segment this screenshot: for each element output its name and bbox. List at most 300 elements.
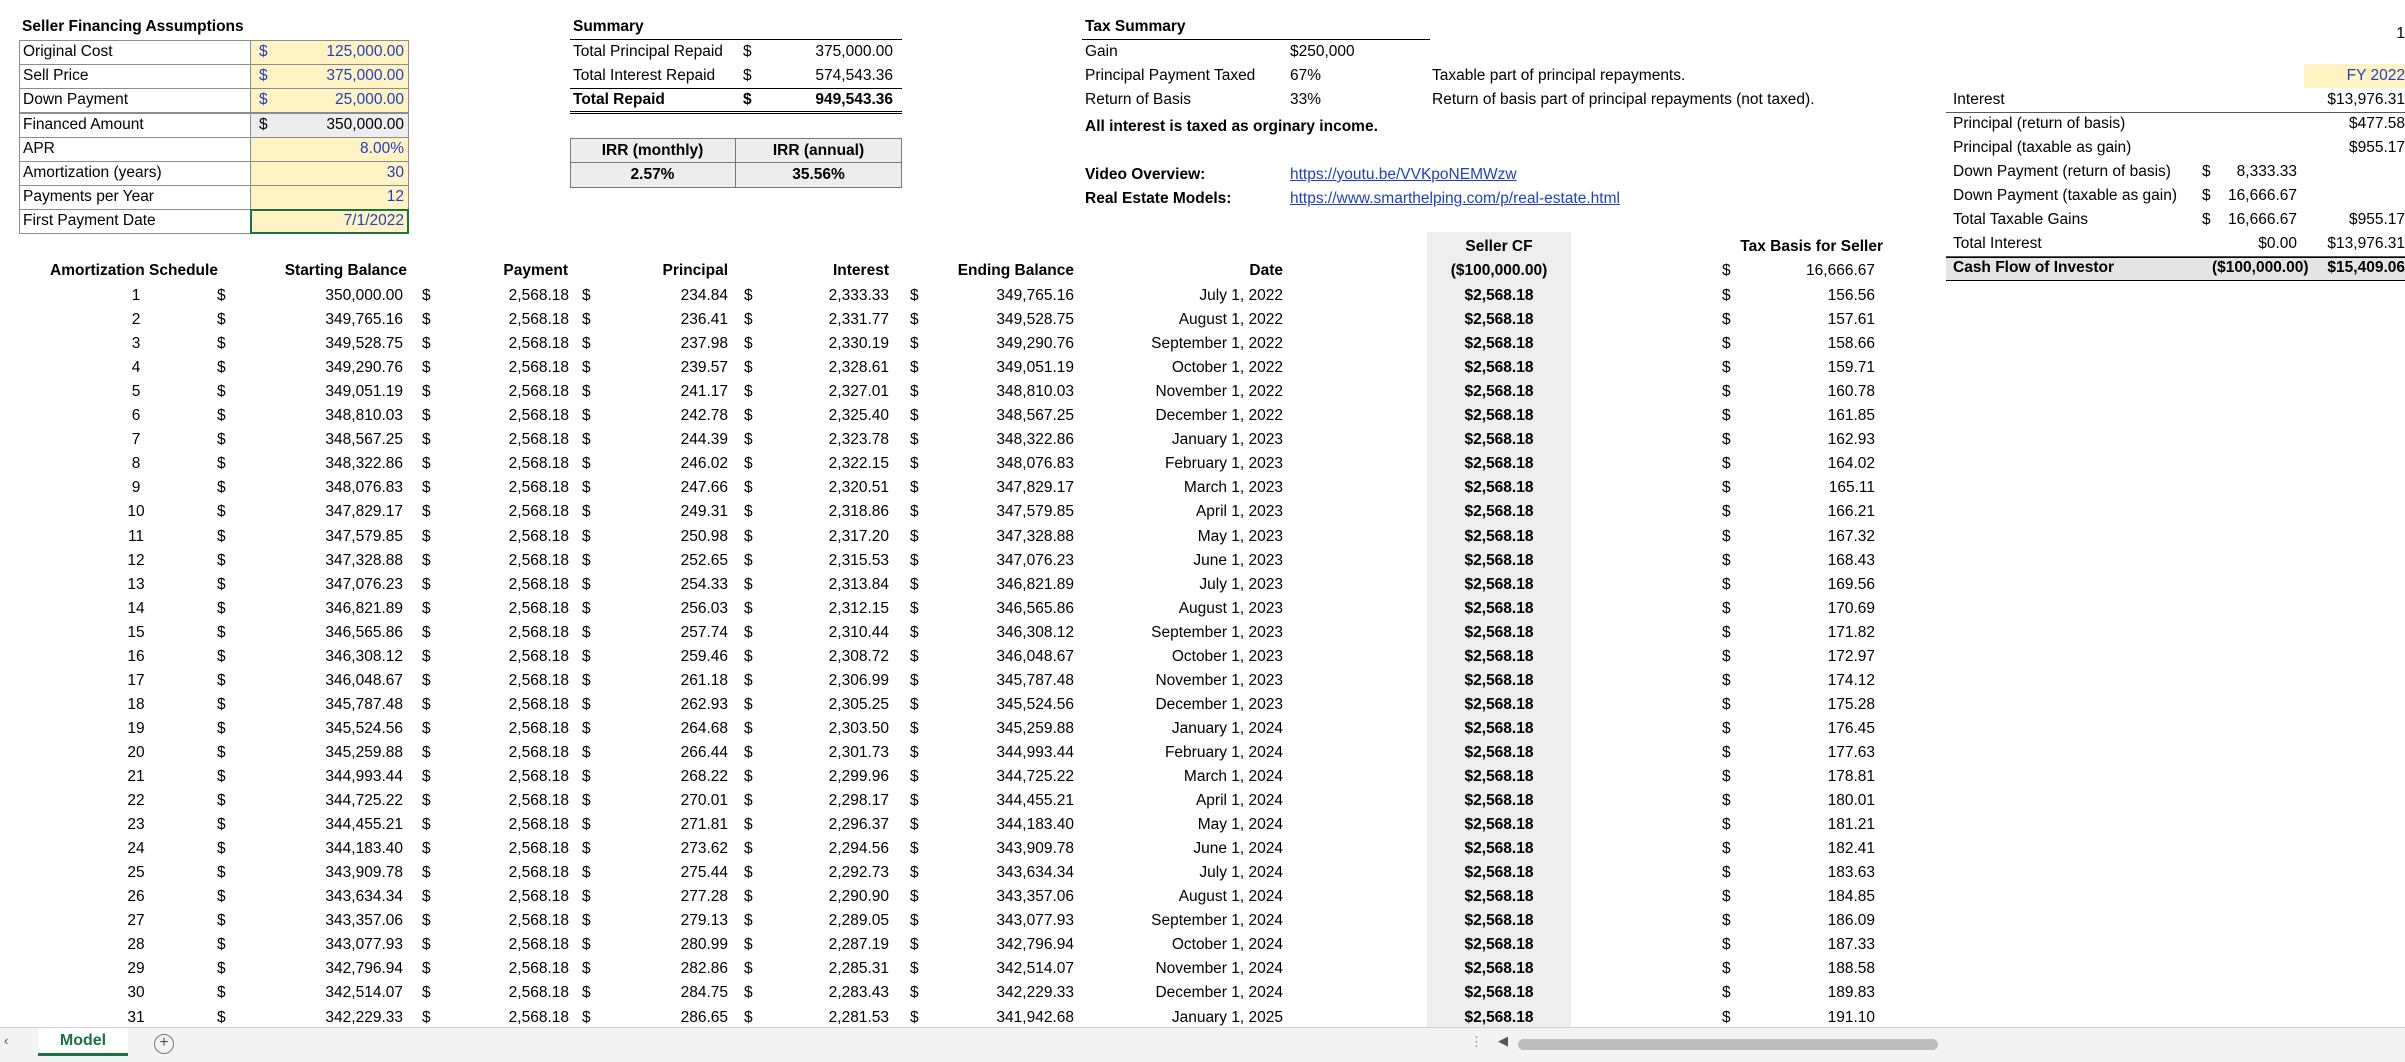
seller-value[interactable]: 30 (386, 164, 404, 181)
principal[interactable]: 252.65 (680, 552, 728, 569)
investor-fy-value[interactable]: $477.58 (2348, 115, 2405, 132)
payment-date[interactable]: May 1, 2023 (1197, 528, 1283, 545)
starting-balance[interactable]: 343,077.93 (325, 936, 403, 953)
tax-basis[interactable]: 184.85 (1827, 888, 1875, 905)
ending-balance[interactable]: 345,524.56 (996, 696, 1074, 713)
principal[interactable]: 249.31 (680, 503, 728, 520)
starting-balance[interactable]: 342,229.33 (325, 1009, 403, 1026)
payment[interactable]: 2,568.18 (508, 455, 569, 472)
principal[interactable]: 284.75 (680, 984, 728, 1001)
tax-basis[interactable]: 178.81 (1827, 768, 1875, 785)
principal[interactable]: 282.86 (680, 960, 728, 977)
interest[interactable]: 2,318.86 (828, 503, 889, 520)
starting-balance[interactable]: 350,000.00 (325, 287, 403, 304)
starting-balance[interactable]: 346,048.67 (325, 672, 403, 689)
interest[interactable]: 2,328.61 (828, 359, 889, 376)
payment-date[interactable]: January 1, 2024 (1171, 720, 1283, 737)
payment[interactable]: 2,568.18 (508, 744, 569, 761)
seller-cf[interactable]: $2,568.18 (1464, 720, 1534, 737)
payment-date[interactable]: June 1, 2024 (1193, 840, 1283, 857)
tax-basis-symbol: $ (1722, 744, 1731, 761)
payment-date[interactable]: April 1, 2024 (1195, 792, 1283, 809)
ending-balance[interactable]: 343,909.78 (996, 840, 1074, 857)
payment[interactable]: 2,568.18 (508, 600, 569, 617)
payment-date[interactable]: July 1, 2022 (1199, 287, 1283, 304)
payment[interactable]: 2,568.18 (508, 311, 569, 328)
ending-balance[interactable]: 347,328.88 (996, 528, 1074, 545)
ending-balance[interactable]: 346,821.89 (996, 576, 1074, 593)
starting-balance[interactable]: 348,810.03 (325, 407, 403, 424)
payment[interactable]: 2,568.18 (508, 624, 569, 641)
payment[interactable]: 2,568.18 (508, 888, 569, 905)
ending-balance[interactable]: 349,765.16 (996, 287, 1074, 304)
ending-balance[interactable]: 343,077.93 (996, 912, 1074, 929)
seller-value[interactable]: 375,000.00 (326, 67, 404, 84)
investor-fy-value[interactable]: $13,976.31 (2327, 235, 2405, 252)
payment-date[interactable]: March 1, 2023 (1183, 479, 1283, 496)
interest[interactable]: 2,323.78 (828, 431, 889, 448)
starting-balance[interactable]: 342,796.94 (325, 960, 403, 977)
interest[interactable]: 2,331.77 (828, 311, 889, 328)
interest[interactable]: 2,317.20 (828, 528, 889, 545)
tax-basis[interactable]: 158.66 (1827, 335, 1875, 352)
payment[interactable]: 2,568.18 (508, 528, 569, 545)
starting-balance[interactable]: 343,634.34 (325, 888, 403, 905)
tax-basis[interactable]: 157.61 (1827, 311, 1875, 328)
principal[interactable]: 271.81 (680, 816, 728, 833)
payment[interactable]: 2,568.18 (508, 503, 569, 520)
payment[interactable]: 2,568.18 (508, 383, 569, 400)
investor-initial-value[interactable] (2212, 88, 2297, 112)
principal[interactable]: 262.93 (680, 696, 728, 713)
payment[interactable]: 2,568.18 (508, 816, 569, 833)
interest[interactable]: 2,290.90 (828, 888, 889, 905)
tax-basis[interactable]: 171.82 (1827, 624, 1875, 641)
payment-date[interactable]: December 1, 2023 (1155, 696, 1283, 713)
starting-balance[interactable]: 345,524.56 (325, 720, 403, 737)
ending-balance-symbol: $ (910, 1009, 919, 1026)
ending-balance[interactable]: 346,565.86 (996, 600, 1074, 617)
payment-date[interactable]: November 1, 2022 (1155, 383, 1283, 400)
seller-cf[interactable]: $2,568.18 (1464, 912, 1534, 929)
payment[interactable]: 2,568.18 (508, 552, 569, 569)
payment-date[interactable]: July 1, 2023 (1199, 576, 1283, 593)
starting-balance[interactable]: 345,259.88 (325, 744, 403, 761)
payment-date[interactable]: September 1, 2022 (1151, 335, 1283, 352)
payment-date[interactable]: December 1, 2022 (1155, 407, 1283, 424)
ending-balance[interactable]: 349,528.75 (996, 311, 1074, 328)
ending-balance[interactable]: 348,322.86 (996, 431, 1074, 448)
seller-cf[interactable]: $2,568.18 (1464, 888, 1534, 905)
irr-annual-value[interactable]: 35.56% (792, 166, 845, 183)
payment-date[interactable]: June 1, 2023 (1193, 552, 1283, 569)
seller-value[interactable]: 25,000.00 (335, 91, 404, 108)
tax-basis[interactable]: 168.43 (1827, 552, 1875, 569)
principal[interactable]: 244.39 (680, 431, 728, 448)
investor-fy-value[interactable] (2300, 184, 2405, 208)
ending-balance[interactable]: 349,290.76 (996, 335, 1074, 352)
summary-value[interactable]: 949,543.36 (815, 91, 893, 108)
ending-balance[interactable]: 342,229.33 (996, 984, 1074, 1001)
tax-basis[interactable]: 169.56 (1827, 576, 1875, 593)
principal[interactable]: 268.22 (680, 768, 728, 785)
investor-initial-value[interactable]: 8,333.33 (2236, 163, 2297, 180)
seller-cf[interactable]: $2,568.18 (1464, 840, 1534, 857)
payment-date[interactable]: January 1, 2023 (1171, 431, 1283, 448)
payment-symbol: $ (422, 864, 431, 881)
payment[interactable]: 2,568.18 (508, 696, 569, 713)
payment[interactable]: 2,568.18 (508, 792, 569, 809)
principal[interactable]: 241.17 (680, 383, 728, 400)
payment[interactable]: 2,568.18 (508, 840, 569, 857)
interest[interactable]: 2,312.15 (828, 600, 889, 617)
principal[interactable]: 264.68 (680, 720, 728, 737)
payment[interactable]: 2,568.18 (508, 912, 569, 929)
starting-balance[interactable]: 343,909.78 (325, 864, 403, 881)
starting-balance[interactable]: 344,993.44 (325, 768, 403, 785)
split-handle-icon[interactable]: ⋮ (1470, 1034, 1483, 1049)
seller-cf[interactable]: $2,568.18 (1464, 335, 1534, 352)
interest[interactable]: 2,289.05 (828, 912, 889, 929)
principal[interactable]: 259.46 (680, 648, 728, 665)
starting-balance[interactable]: 344,455.21 (325, 816, 403, 833)
tax-value[interactable]: 67% (1290, 67, 1322, 84)
ending-balance[interactable]: 346,048.67 (996, 648, 1074, 665)
starting-balance[interactable]: 349,528.75 (325, 335, 403, 352)
ending-balance[interactable]: 344,993.44 (996, 744, 1074, 761)
investor-fy-value[interactable]: $955.17 (2348, 139, 2405, 156)
principal[interactable]: 236.41 (680, 311, 728, 328)
tax-basis[interactable]: 176.45 (1827, 720, 1875, 737)
investor-fy-value[interactable]: $13,976.31 (2327, 91, 2405, 108)
seller-cf[interactable]: $2,568.18 (1464, 936, 1534, 953)
ending-balance[interactable]: 341,942.68 (996, 1009, 1074, 1026)
tax-value[interactable]: 33% (1290, 91, 1322, 108)
investor-fy-value[interactable]: $15,409.06 (2327, 259, 2405, 276)
tax-basis[interactable]: 189.83 (1827, 984, 1875, 1001)
principal[interactable]: 273.62 (680, 840, 728, 857)
seller-cf[interactable]: $2,568.18 (1464, 455, 1534, 472)
seller-cf[interactable]: $2,568.18 (1464, 287, 1534, 304)
principal[interactable]: 286.65 (680, 1009, 728, 1026)
payment-date[interactable]: November 1, 2023 (1155, 672, 1283, 689)
principal[interactable]: 277.28 (680, 888, 728, 905)
principal[interactable]: 280.99 (680, 936, 728, 953)
seller-cf[interactable]: $2,568.18 (1464, 407, 1534, 424)
seller-cf[interactable]: $2,568.18 (1464, 648, 1534, 665)
ending-balance[interactable]: 348,567.25 (996, 407, 1074, 424)
tax-basis[interactable]: 162.93 (1827, 431, 1875, 448)
payment-symbol: $ (422, 816, 431, 833)
investor-initial-value[interactable]: 16,666.67 (2228, 211, 2297, 228)
tax-basis[interactable]: 183.63 (1827, 864, 1875, 881)
interest[interactable]: 2,287.19 (828, 936, 889, 953)
payment-date[interactable]: January 1, 2025 (1171, 1009, 1283, 1026)
ending-balance[interactable]: 348,810.03 (996, 383, 1074, 400)
interest[interactable]: 2,325.40 (828, 407, 889, 424)
tax-basis[interactable]: 174.12 (1827, 672, 1875, 689)
payment-date[interactable]: October 1, 2023 (1171, 648, 1283, 665)
tax-basis[interactable]: 186.09 (1827, 912, 1875, 929)
interest-symbol: $ (744, 912, 753, 929)
sheet-tab-model[interactable]: Model (38, 1028, 128, 1056)
investor-fy-value[interactable] (2300, 160, 2405, 184)
interest[interactable]: 2,292.73 (828, 864, 889, 881)
starting-balance[interactable]: 342,514.07 (325, 984, 403, 1001)
interest[interactable]: 2,333.33 (828, 287, 889, 304)
tax-basis[interactable]: 191.10 (1827, 1009, 1875, 1026)
interest[interactable]: 2,327.01 (828, 383, 889, 400)
payment-date[interactable]: August 1, 2023 (1178, 600, 1283, 617)
summary-label: Total Interest Repaid (573, 67, 716, 84)
interest[interactable]: 2,320.51 (828, 479, 889, 496)
payment-date[interactable]: September 1, 2024 (1151, 912, 1283, 929)
payment-date[interactable]: August 1, 2024 (1178, 888, 1283, 905)
tax-basis[interactable]: 182.41 (1827, 840, 1875, 857)
starting-balance[interactable]: 347,829.17 (325, 503, 403, 520)
tax-basis[interactable]: 172.97 (1827, 648, 1875, 665)
tax-basis[interactable]: 160.78 (1827, 383, 1875, 400)
tax-basis[interactable]: 180.01 (1827, 792, 1875, 809)
tax-basis[interactable]: 187.33 (1827, 936, 1875, 953)
investor-initial-value[interactable] (2212, 136, 2297, 160)
seller-cf[interactable]: $2,568.18 (1464, 744, 1534, 761)
irr-monthly-value[interactable]: 2.57% (630, 166, 675, 183)
ending-balance[interactable]: 344,183.40 (996, 816, 1074, 833)
seller-cf[interactable]: $2,568.18 (1464, 792, 1534, 809)
starting-balance[interactable]: 347,328.88 (325, 552, 403, 569)
starting-balance[interactable]: 349,765.16 (325, 311, 403, 328)
interest[interactable]: 2,330.19 (828, 335, 889, 352)
seller-cf[interactable]: $2,568.18 (1464, 696, 1534, 713)
ending-balance[interactable]: 342,514.07 (996, 960, 1074, 977)
payment[interactable]: 2,568.18 (508, 431, 569, 448)
interest[interactable]: 2,281.53 (828, 1009, 889, 1026)
starting-balance[interactable]: 348,076.83 (325, 479, 403, 496)
interest[interactable]: 2,315.53 (828, 552, 889, 569)
video-overview-link[interactable]: https://youtu.be/VVKpoNEMWzw (1290, 166, 1517, 183)
principal[interactable]: 237.98 (680, 335, 728, 352)
seller-cf[interactable]: $2,568.18 (1464, 984, 1534, 1001)
payment[interactable]: 2,568.18 (508, 359, 569, 376)
ending-balance[interactable]: 347,579.85 (996, 503, 1074, 520)
investor-initial-value[interactable]: ($100,000.00) (2212, 259, 2309, 276)
interest[interactable]: 2,322.15 (828, 455, 889, 472)
interest-symbol: $ (744, 864, 753, 881)
tax-basis[interactable]: 161.85 (1827, 407, 1875, 424)
interest[interactable]: 2,296.37 (828, 816, 889, 833)
horizontal-scrollbar-thumb[interactable] (1518, 1039, 1938, 1050)
investor-initial-value[interactable] (2212, 112, 2297, 136)
principal[interactable]: 247.66 (680, 479, 728, 496)
principal[interactable]: 246.02 (680, 455, 728, 472)
seller-cf[interactable]: $2,568.18 (1464, 528, 1534, 545)
ending-balance[interactable]: 342,796.94 (996, 936, 1074, 953)
tax-basis[interactable]: 167.32 (1827, 528, 1875, 545)
tax-basis-initial[interactable]: 16,666.67 (1806, 262, 1875, 279)
interest[interactable]: 2,308.72 (828, 648, 889, 665)
seller-cf[interactable]: $2,568.18 (1464, 624, 1534, 641)
interest[interactable]: 2,303.50 (828, 720, 889, 737)
payment-date[interactable]: April 1, 2023 (1195, 503, 1283, 520)
seller-cf[interactable]: $2,568.18 (1464, 576, 1534, 593)
principal[interactable]: 234.84 (680, 287, 728, 304)
add-sheet-icon[interactable]: + (154, 1034, 174, 1054)
payment-symbol: $ (422, 287, 431, 304)
tax-basis[interactable]: 177.63 (1827, 744, 1875, 761)
seller-cf[interactable]: $2,568.18 (1464, 383, 1534, 400)
ending-balance[interactable]: 347,076.23 (996, 552, 1074, 569)
starting-balance[interactable]: 348,567.25 (325, 431, 403, 448)
payment[interactable]: 2,568.18 (508, 287, 569, 304)
seller-cf[interactable]: $2,568.18 (1464, 552, 1534, 569)
ending-balance[interactable]: 346,308.12 (996, 624, 1074, 641)
principal[interactable]: 266.44 (680, 744, 728, 761)
payment[interactable]: 2,568.18 (508, 720, 569, 737)
seller-value[interactable]: 350,000.00 (326, 116, 404, 133)
seller-cf[interactable]: $2,568.18 (1464, 672, 1534, 689)
payment[interactable]: 2,568.18 (508, 648, 569, 665)
payment[interactable]: 2,568.18 (508, 936, 569, 953)
seller-cf[interactable]: $2,568.18 (1464, 503, 1534, 520)
principal[interactable]: 254.33 (680, 576, 728, 593)
tax-basis[interactable]: 175.28 (1827, 696, 1875, 713)
payment-date[interactable]: October 1, 2022 (1171, 359, 1283, 376)
starting-balance[interactable]: 343,357.06 (325, 912, 403, 929)
seller-cf[interactable]: $2,568.18 (1464, 600, 1534, 617)
principal[interactable]: 239.57 (680, 359, 728, 376)
payment-date[interactable]: September 1, 2023 (1151, 624, 1283, 641)
tax-basis[interactable]: 188.58 (1827, 960, 1875, 977)
principal[interactable]: 275.44 (680, 864, 728, 881)
payment-date[interactable]: November 1, 2024 (1155, 960, 1283, 977)
seller-cf[interactable]: $2,568.18 (1464, 960, 1534, 977)
ending-balance[interactable]: 343,634.34 (996, 864, 1074, 881)
interest[interactable]: 2,313.84 (828, 576, 889, 593)
seller-value[interactable]: 12 (386, 188, 404, 205)
principal[interactable]: 257.74 (680, 624, 728, 641)
starting-balance[interactable]: 346,821.89 (325, 600, 403, 617)
seller-cf[interactable]: $2,568.18 (1464, 359, 1534, 376)
ending-balance[interactable]: 347,829.17 (996, 479, 1074, 496)
ending-balance[interactable]: 343,357.06 (996, 888, 1074, 905)
seller-value[interactable]: 125,000.00 (326, 43, 404, 60)
seller-cf[interactable]: $2,568.18 (1464, 431, 1534, 448)
tax-basis[interactable]: 156.56 (1827, 287, 1875, 304)
ending-balance[interactable]: 344,725.22 (996, 768, 1074, 785)
payment[interactable]: 2,568.18 (508, 984, 569, 1001)
tax-value[interactable]: $250,000 (1290, 43, 1355, 60)
payment-date[interactable]: August 1, 2022 (1178, 311, 1283, 328)
starting-balance[interactable]: 349,290.76 (325, 359, 403, 376)
seller-value[interactable]: 7/1/2022 (343, 212, 404, 229)
payment[interactable]: 2,568.18 (508, 960, 569, 977)
ending-balance[interactable]: 344,455.21 (996, 792, 1074, 809)
payment-date[interactable]: December 1, 2024 (1155, 984, 1283, 1001)
interest[interactable]: 2,301.73 (828, 744, 889, 761)
principal[interactable]: 242.78 (680, 407, 728, 424)
summary-value[interactable]: 574,543.36 (815, 67, 893, 84)
summary-value[interactable]: 375,000.00 (815, 43, 893, 60)
starting-balance[interactable]: 345,787.48 (325, 696, 403, 713)
payment[interactable]: 2,568.18 (508, 479, 569, 496)
interest[interactable]: 2,306.99 (828, 672, 889, 689)
seller-value[interactable]: 8.00% (360, 140, 404, 157)
payment-date[interactable]: February 1, 2023 (1164, 455, 1283, 472)
payment[interactable]: 2,568.18 (508, 768, 569, 785)
payment-number: 27 (127, 912, 145, 929)
seller-cf[interactable]: $2,568.18 (1464, 768, 1534, 785)
principal[interactable]: 270.01 (680, 792, 728, 809)
ending-balance[interactable]: 348,076.83 (996, 455, 1074, 472)
payment-date[interactable]: February 1, 2024 (1164, 744, 1283, 761)
payment-date[interactable]: July 1, 2024 (1199, 864, 1283, 881)
payment[interactable]: 2,568.18 (508, 335, 569, 352)
principal[interactable]: 261.18 (680, 672, 728, 689)
fy-label[interactable]: FY 2022 (2304, 64, 2405, 88)
tab-scroll-left-icon[interactable]: ‹ (4, 1033, 9, 1048)
starting-balance[interactable]: 344,183.40 (325, 840, 403, 857)
starting-balance[interactable]: 347,579.85 (325, 528, 403, 545)
starting-balance[interactable]: 344,725.22 (325, 792, 403, 809)
payment-date[interactable]: May 1, 2024 (1197, 816, 1283, 833)
seller-cf[interactable]: $2,568.18 (1464, 479, 1534, 496)
payment-date[interactable]: October 1, 2024 (1171, 936, 1283, 953)
starting-balance[interactable]: 347,076.23 (325, 576, 403, 593)
payment[interactable]: 2,568.18 (508, 864, 569, 881)
interest[interactable]: 2,298.17 (828, 792, 889, 809)
tax-basis[interactable]: 181.21 (1827, 816, 1875, 833)
ending-balance[interactable]: 349,051.19 (996, 359, 1074, 376)
interest[interactable]: 2,305.25 (828, 696, 889, 713)
payment[interactable]: 2,568.18 (508, 672, 569, 689)
seller-cf[interactable]: $2,568.18 (1464, 1009, 1534, 1026)
principal[interactable]: 250.98 (680, 528, 728, 545)
interest[interactable]: 2,294.56 (828, 840, 889, 857)
investor-fy-value[interactable]: $955.17 (2348, 211, 2405, 228)
scroll-left-arrow-icon[interactable]: ◀ (1498, 1033, 1508, 1048)
starting-balance[interactable]: 349,051.19 (325, 383, 403, 400)
seller-cf-initial[interactable]: ($100,000.00) (1450, 262, 1548, 279)
investor-initial-value[interactable]: $0.00 (2258, 235, 2297, 252)
tax-basis[interactable]: 170.69 (1827, 600, 1875, 617)
payment[interactable]: 2,568.18 (508, 1009, 569, 1026)
interest[interactable]: 2,310.44 (828, 624, 889, 641)
seller-cf[interactable]: $2,568.18 (1464, 311, 1534, 328)
starting-balance[interactable]: 346,308.12 (325, 648, 403, 665)
ending-balance[interactable]: 345,787.48 (996, 672, 1074, 689)
tax-basis[interactable]: 159.71 (1827, 359, 1875, 376)
investor-initial-value[interactable]: 16,666.67 (2228, 187, 2297, 204)
starting-balance[interactable]: 346,565.86 (325, 624, 403, 641)
interest[interactable]: 2,299.96 (828, 768, 889, 785)
tax-basis[interactable]: 165.11 (1828, 479, 1875, 496)
principal[interactable]: 256.03 (680, 600, 728, 617)
payment[interactable]: 2,568.18 (508, 407, 569, 424)
tax-basis[interactable]: 166.21 (1827, 503, 1875, 520)
seller-cf[interactable]: $2,568.18 (1464, 864, 1534, 881)
ending-balance[interactable]: 345,259.88 (996, 720, 1074, 737)
payment[interactable]: 2,568.18 (508, 576, 569, 593)
principal[interactable]: 279.13 (680, 912, 728, 929)
payment-date[interactable]: March 1, 2024 (1183, 768, 1283, 785)
starting-balance[interactable]: 348,322.86 (325, 455, 403, 472)
interest[interactable]: 2,283.43 (828, 984, 889, 1001)
seller-cf[interactable]: $2,568.18 (1464, 816, 1534, 833)
interest[interactable]: 2,285.31 (828, 960, 889, 977)
real-estate-models-link[interactable]: https://www.smarthelping.com/p/real-estate.html (1290, 190, 1620, 207)
tax-basis[interactable]: 164.02 (1827, 455, 1875, 472)
